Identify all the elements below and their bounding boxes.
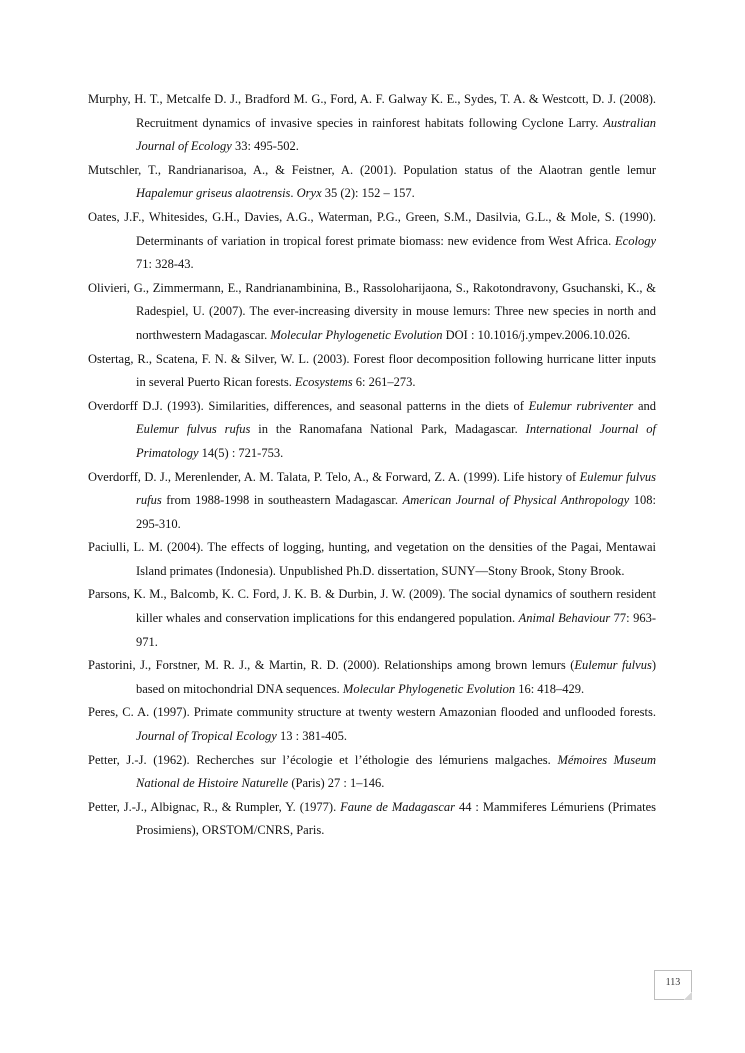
reference-text: from 1988-1998 in southeastern Madagascar. — [161, 493, 403, 508]
reference-italic-text: Ecosystems — [294, 375, 353, 390]
reference-entry — [88, 159, 656, 206]
reference-text: 35 (2): 152 – 157. — [321, 186, 415, 201]
reference-text: Olivieri, G., Zimmermann, E., Randrianambinina, B., Rassoloharijaona, S., Rakotondravony, Gsuchanski, K., & Radespiel, U. (2007). The ever-increasing diversity in mouse lemurs: Three new species in north and northwestern Madagascar. — [88, 280, 656, 342]
reference-text: Parsons, K. M., Balcomb, K. C. Ford, J. K. B. & Durbin, J. W. (2009). The social dynamics of southern resident killer whales and conservation implications for this endangered population. — [88, 587, 656, 626]
reference-text: Peres, C. A. (1997). Primate community structure at twenty western Amazonian flooded and unflooded forests. — [88, 705, 656, 720]
reference-text: 108: 295-310. — [136, 493, 656, 531]
reference-text: Oates, J.F., Whitesides, G.H., Davies, A.G., Waterman, P.G., Green, S.M., Dasilvia, G.L., & Mole, S. (1990). Determinants of variation in tropical forest primate biomass: new evidence from West Africa. — [88, 209, 656, 248]
reference-text: 14(5) : 721-753. — [198, 445, 284, 460]
reference-entry — [88, 654, 656, 701]
reference-entry — [88, 749, 656, 796]
reference-text: . — [290, 186, 297, 201]
reference-italic-text: American Journal of Physical Anthropology — [402, 493, 630, 508]
reference-italic-text: Ecology — [615, 233, 656, 248]
reference-text: 77: 963-971. — [136, 611, 657, 649]
reference-text: 6: 261–273. — [352, 375, 416, 390]
reference-italic-text: Eulemur fulvus — [574, 658, 652, 673]
reference-italic-text: Hapalemur griseus alaotrensis — [136, 186, 291, 201]
reference-entry — [88, 583, 656, 654]
reference-italic-text: International Journal of Primatology — [136, 422, 657, 460]
reference-entry — [88, 88, 656, 159]
reference-italic-text: Eulemur fulvus rufus — [136, 422, 251, 437]
reference-text: Murphy, H. T., Metcalfe D. J., Bradford M. G., Ford, A. F. Galway K. E., Sydes, T. A. & Westcott, D. J. (2008). Recruitment dynamics of invasive species in rainforest habitats following Cyclone Larry. — [88, 92, 656, 130]
reference-text: Pastorini, J., Forstner, M. R. J., & Martin, R. D. (2000). Relationships among brown lemurs ( — [88, 658, 575, 673]
reference-italic-text: Eulemur rubriventer — [528, 398, 634, 413]
reference-text: Paciulli, L. M. (2004). The effects of logging, hunting, and vegetation on the densities of the Pagai, Mentawai Island primates (Indonesia). Unpublished Ph.D. dissertation, SUNY—Stony Brook, Stony Brook. — [88, 540, 656, 578]
reference-text: Mutschler, T., Randrianarisoa, A., & Feistner, A. (2001). Population status of the Alaotran gentle lemur — [88, 162, 656, 177]
reference-text: in the Ranomafana National Park, Madagascar. — [250, 422, 526, 437]
reference-text: Overdorff, D. J., Merenlender, A. M. Talata, P. Telo, A., & Forward, Z. A. (1999). Life history of — [88, 469, 580, 484]
reference-italic-text: Molecular Phylogenetic Evolution — [342, 681, 516, 696]
reference-entry — [88, 536, 656, 583]
reference-entry — [88, 466, 656, 537]
reference-italic-text: Eulemur fulvus rufus — [136, 469, 656, 508]
reference-text: 33: 495-502. — [231, 139, 299, 154]
reference-text: Overdorff D.J. (1993). Similarities, differences, and seasonal patterns in the diets of — [88, 398, 529, 413]
reference-italic-text: Journal of Tropical Ecology — [136, 729, 277, 744]
reference-text: 71: 328-43. — [136, 257, 194, 272]
reference-text: 13 : 381-405. — [276, 729, 347, 744]
reference-italic-text: Faune de Madagascar — [340, 799, 456, 814]
reference-text: Petter, J.-J., Albignac, R., & Rumpler, Y. (1977). — [88, 799, 341, 814]
reference-italic-text: Australian Journal of Ecology — [136, 115, 656, 154]
reference-italic-text: Oryx — [296, 186, 322, 201]
reference-text: 44 : Mammiferes Lémuriens (Primates Prosimiens), ORSTOM/CNRS, Paris. — [136, 799, 657, 838]
reference-entry — [88, 348, 656, 395]
reference-text: (Paris) 27 : 1–146. — [288, 776, 385, 791]
reference-text: ) based on mitochondrial DNA sequences. — [136, 658, 656, 696]
reference-italic-text: Mémoires Museum National de Histoire Naturelle — [136, 752, 656, 791]
reference-entry — [88, 796, 656, 843]
reference-italic-text: Animal Behaviour — [518, 611, 611, 626]
reference-entry — [88, 395, 656, 466]
reference-italic-text: Molecular Phylogenetic Evolution — [270, 327, 443, 342]
reference-entry — [88, 701, 656, 748]
page-number: 113 — [654, 970, 692, 1000]
reference-text: 16: 418–429. — [515, 681, 585, 696]
reference-entry — [88, 277, 656, 348]
reference-entry — [88, 206, 656, 277]
reference-list — [88, 88, 656, 843]
reference-text: Petter, J.-J. (1962). Recherches sur l’écologie et l’éthologie des lémuriens malgaches. — [88, 752, 558, 767]
reference-text: Ostertag, R., Scatena, F. N. & Silver, W. L. (2003). Forest floor decomposition following hurricane litter inputs in several Puerto Rican forests. — [88, 351, 656, 390]
reference-text: DOI : 10.1016/j.ympev.2006.10.026. — [442, 327, 631, 342]
reference-text: and — [633, 398, 657, 413]
